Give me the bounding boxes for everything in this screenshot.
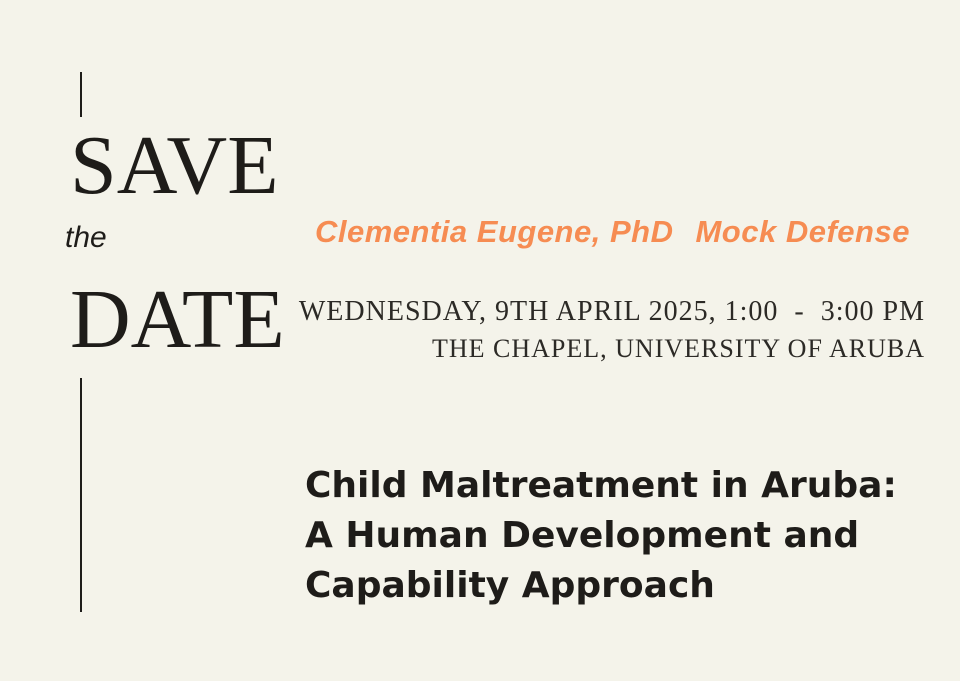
event-details (299, 293, 925, 367)
thesis-title-line-1: Child Maltreatment in Aruba: (305, 465, 897, 506)
event-datetime: WEDNESDAY, 9TH APRIL 2025, 1:00 - 3:00 PM (298, 296, 925, 327)
thesis-title-line-3: Capability Approach (305, 565, 715, 606)
the-word: the (65, 221, 107, 254)
event-venue: THE CHAPEL, UNIVERSITY OF ARUBA (432, 334, 925, 363)
event-type-label: Mock Defense (695, 214, 910, 249)
decorative-line-bottom (80, 378, 82, 612)
thesis-title (305, 461, 897, 611)
speaker-row (315, 216, 910, 247)
speaker-name: Clementia Eugene, PhD (315, 214, 674, 249)
thesis-title-line-2: A Human Development and (305, 515, 860, 556)
decorative-line-top (80, 72, 82, 117)
save-word: SAVE (70, 119, 279, 212)
date-word: DATE (70, 273, 285, 366)
